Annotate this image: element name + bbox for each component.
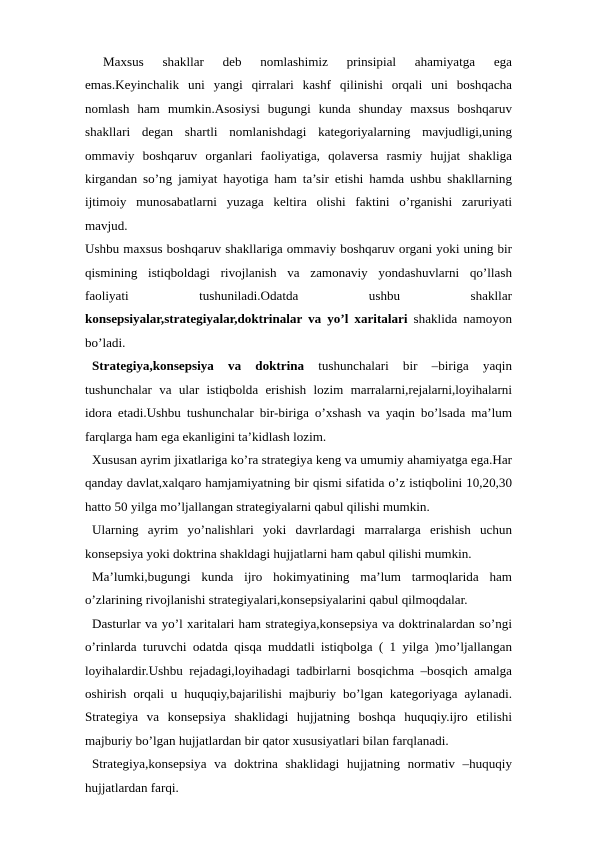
paragraph-3 xyxy=(85,354,512,448)
paragraph-2-bold: konsepsiyalar,strategiyalar,doktrinalar va yo’l xaritalari xyxy=(85,311,408,327)
paragraph-2-text: Ushbu maxsus boshqaruv shakllariga ommaviy boshqaruv organi yoki uning bir qismining istiqboldagi rivojlanish va zamonaviy yondashuvlarni qo’llash faoliyati tushuniladi.Odatda ushbu shakllar xyxy=(85,241,512,304)
paragraph-5: Ularning ayrim yo’nalishlari yoki davrlardagi marralarga erishish uchun konsepsiya yoki doktrina shakldagi hujjatlarni ham qabul qilishi mumkin. xyxy=(85,522,512,561)
paragraph-3-text: tushunchalari bir –biriga yaqin tushunchalar va ular istiqbolda erishish lozim marralarni,rejalarni,loyihalarni idora etadi.Ushbu tushunchalar bir-biriga o’xshash va yaqin bo’lsada ma’lum farqlarga ham ega ekanligini ta’kidlash lozim. xyxy=(85,358,512,444)
paragraph-1: Maxsus shakllar deb nomlashimiz prinsipial ahamiyatga ega emas.Keyinchalik uni yangi qirralari kashf qilinishi orqali uni boshqacha nomlash ham mumkin.Asosiysi bugungi kunda shunday maxsus boshqaruv shakllari degan shartli nomlanishdagi kategoriyalarning mavjudligi,uning ommaviy boshqaruv organlari faoliyatiga, qolaversa rasmiy hujjat shakliga kirgandan so’ng jamiyat hayotiga ham ta’sir etishi hamda ushbu shakllarning ijtimoiy munosabatlarni yuzaga keltira olishi faktini o’rganishi zaruriyati mavjud. xyxy=(85,54,512,233)
document-page xyxy=(85,50,512,799)
paragraph-3-bold: Strategiya,konsepsiya va doktrina xyxy=(92,358,305,374)
paragraph-2 xyxy=(85,237,512,354)
paragraph-7: Dasturlar va yo’l xaritalari ham strategiya,konsepsiya va doktrinalardan so’ngi o’rinlarda turuvchi odatda qisqa muddatli istiqbolga ( 1 yilga )mo’ljallangan loyihalardir.Ushbu rejadagi,loyihadagi tadbirlarni bosqichma –bosqich amalga oshirish orqali u huquqiy,bajarilishi majburiy bo’lgan kategoriyaga aylanadi. Strategiya va konsepsiya shaklidagi hujjatning boshqa huquqiy.ijro etilishi majburiy bo’lgan hujjatlardan bir qator xususiyatlari bilan farqlanadi. xyxy=(85,615,512,748)
paragraph-6: Ma’lumki,bugungi kunda ijro hokimyatining ma’lum tarmoqlarida ham o’zlarining rivojlanishi strategiyalari,konsepsiyalarini qabul qilmoqdalar. xyxy=(85,568,512,608)
paragraph-8: Strategiya,konsepsiya va doktrina shaklidagi hujjatning normativ –huquqiy hujjatlardan farqi. xyxy=(85,756,512,795)
paragraph-4: Xususan ayrim jixatlariga ko’ra strategiya keng va umumiy ahamiyatga ega.Har qanday davlat,xalqaro hamjamiyatning bir qismi sifatida o’z istiqbolini 10,20,30 hatto 50 yilga mo’ljallangan strategiyalarni qabul qilishi mumkin. xyxy=(85,451,512,514)
paragraph-2-tail: shaklida namoyon bo’ladi. xyxy=(85,311,512,350)
